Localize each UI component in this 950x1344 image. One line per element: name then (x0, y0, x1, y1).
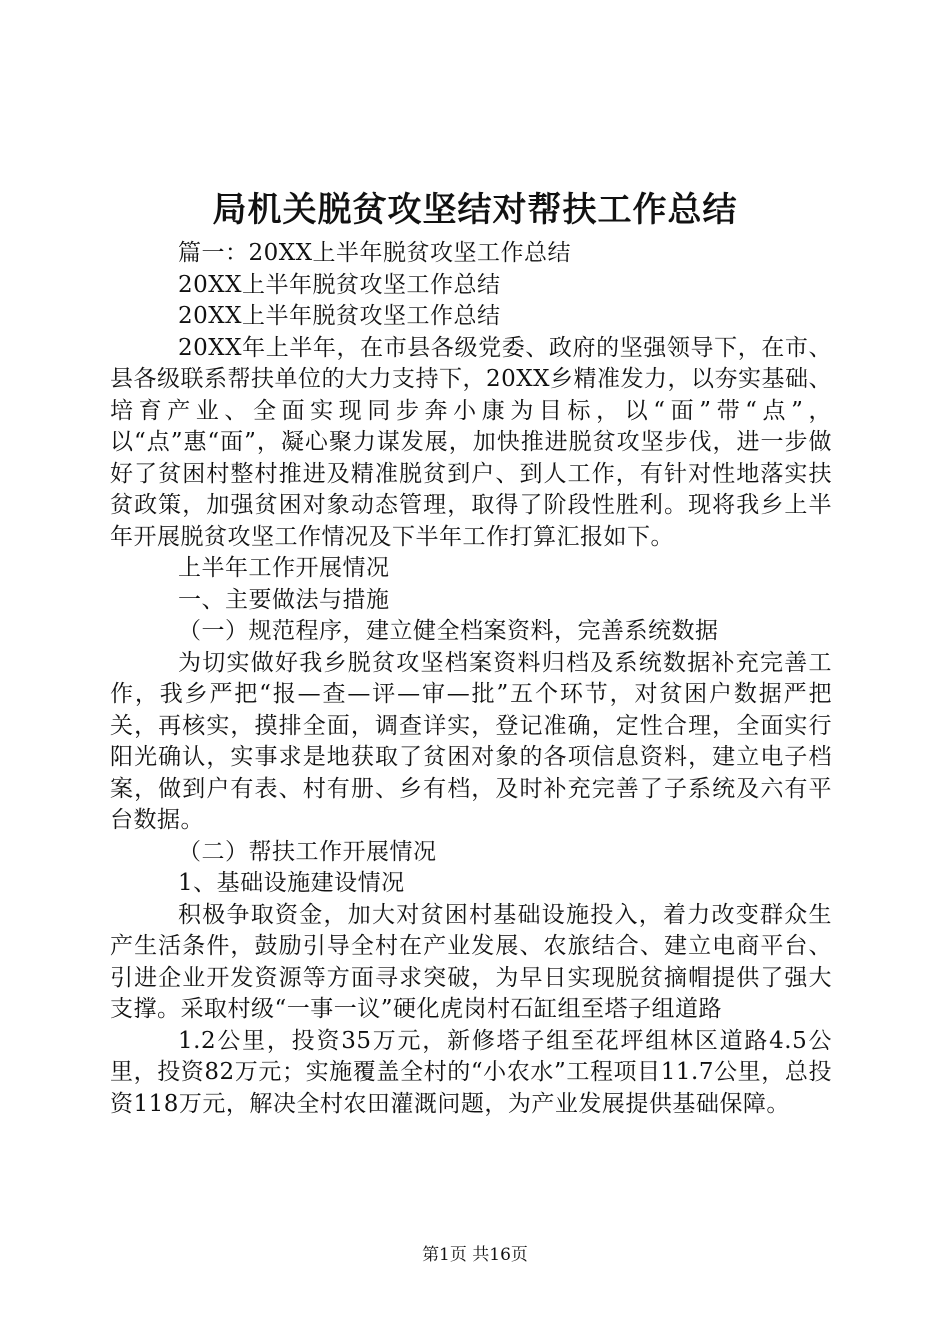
document-title: 局机关脱贫攻坚结对帮扶工作总结 (212, 190, 738, 230)
paragraph-body: 1.2公里，投资35万元，新修塔子组至花坪组林区道路4.5公里，投资82万元；实施覆盖全村的“小农水”工程项目11.7公里，总投资118万元，解决全村农田灌溉问题，为产业发展提供基础保障。 (110, 1027, 832, 1117)
paragraph-intro: 20XX年上半年，在市县各级党委、政府的坚强领导下，在市、县各级联系帮扶单位的大力支持下，20XX乡精准发力，以夯实基础、培育产业、全面实现同步奔小康为目标，以“面”带“点”，以“点”惠“面”，凝心聚力谋发展，加快推进脱贫攻坚步伐，进一步做好了贫困村整村推进及精准脱贫到户、到人工作，有针对性地落实扶贫政策，加强贫困对象动态管理，取得了阶段性胜利。现将我乡上半年开展脱贫攻坚工作情况及下半年工作打算汇报如下。 (110, 334, 833, 550)
document-body (110, 238, 832, 1120)
paragraph-subtitle: 20XX上半年脱贫攻坚工作总结 (178, 303, 501, 329)
paragraph-body: 积极争取资金，加大对贫困村基础设施投入，着力改变群众生产生活条件，鼓励引导全村在产业发展、农旅结合、建立电商平台、引进企业开发资源等方面寻求突破，为早日实现脱贫摘帽提供了强大支撑。采取村级“一事一议”硬化虎岗村石缸组至塔子组道路 (110, 901, 832, 1022)
paragraph-subtitle: 20XX上半年脱贫攻坚工作总结 (178, 271, 501, 298)
page-number-footer: 第1页 共16页 (422, 1245, 528, 1265)
paragraph-heading: 上半年工作开展情况 (178, 555, 390, 581)
paragraph-body: 为切实做好我乡脱贫攻坚档案资料归档及系统数据补充完善工作，我乡严把“报—查—评—审—批”五个环节，对贫困户数据严把关，再核实，摸排全面，调查详实，登记准确，定性合理，全面实行阳光确认，实事求是地获取了贫困对象的各项信息资料，建立电子档案，做到户有表、村有册、乡有档，及时补充完善了子系统及六有平台数据。 (110, 649, 832, 833)
paragraph-subheading: （一）规范程序，建立健全档案资料，完善系统数据 (178, 618, 719, 644)
paragraph-heading: 1、基础设施建设情况 (178, 870, 405, 896)
paragraph-section-heading: 篇一：20XX上半年脱贫攻坚工作总结 (178, 240, 572, 266)
paragraph-subheading: （二）帮扶工作开展情况 (178, 838, 437, 865)
paragraph-heading: 一、主要做法与措施 (178, 586, 390, 613)
